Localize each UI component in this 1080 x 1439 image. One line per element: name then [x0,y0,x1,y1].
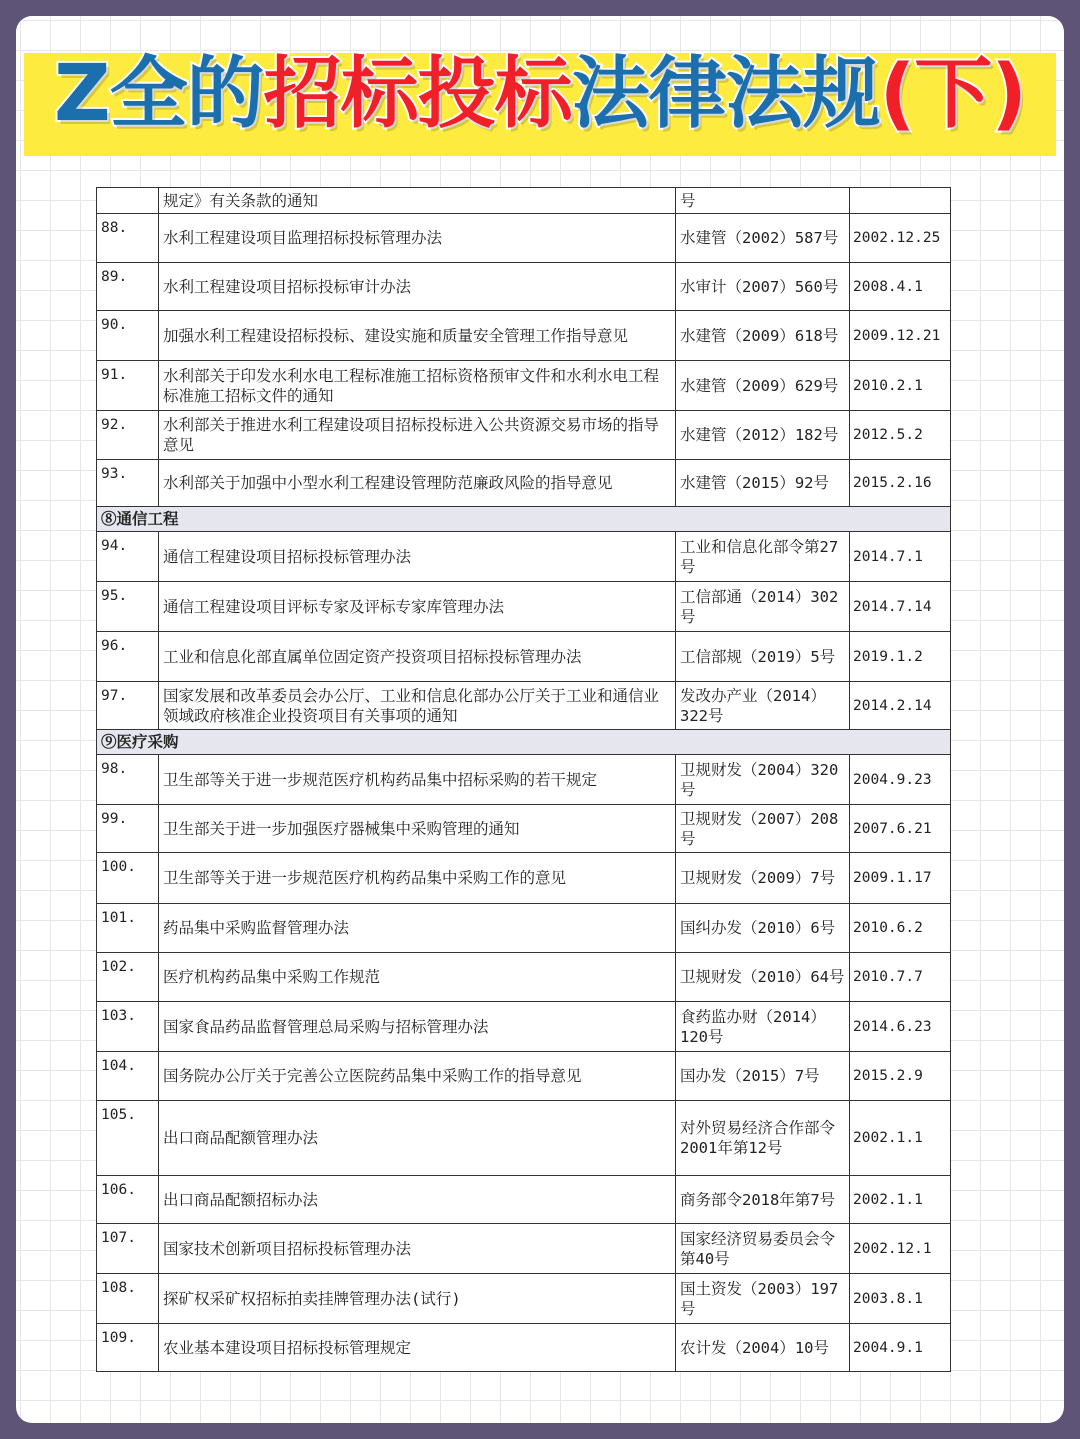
row-number: 91. [97,361,159,411]
regulation-name: 水利部关于印发水利水电工程标准施工招标资格预审文件和水利水电工程标准施工招标文件的通知 [159,361,676,411]
document-number: 对外贸易经济合作部令2001年第12号 [676,1101,850,1176]
row-number: 89. [97,263,159,311]
row-number: 105. [97,1101,159,1176]
regulation-name: 医疗机构药品集中采购工作规范 [159,953,676,1002]
regulation-name: 卫生部等关于进一步规范医疗机构药品集中采购工作的意见 [159,853,676,904]
table-row [97,460,951,507]
row-number: 94. [97,532,159,582]
regulation-name: 出口商品配额招标办法 [159,1176,676,1224]
effective-date: 2010.6.2 [850,904,951,953]
row-number: 101. [97,904,159,953]
table-row [97,953,951,1002]
regulation-name: 农业基本建设项目招标投标管理规定 [159,1324,676,1372]
section-header: ⑧通信工程 [97,507,951,532]
effective-date: 2004.9.1 [850,1324,951,1372]
table-row [97,263,951,311]
regulation-name: 出口商品配额管理办法 [159,1101,676,1176]
document-number: 水建管（2012）182号 [676,411,850,460]
effective-date: 2009.12.21 [850,311,951,361]
document-number: 国土资发（2003）197号 [676,1274,850,1324]
effective-date: 2002.12.25 [850,214,951,263]
law-table-body [97,188,951,1372]
effective-date: 2007.6.21 [850,805,951,853]
table-row [97,904,951,953]
regulation-name: 规定》有关条款的通知 [159,188,676,214]
document-number: 水审计（2007）560号 [676,263,850,311]
table-row [97,632,951,682]
document-number: 国办发（2015）7号 [676,1052,850,1101]
table-row [97,1176,951,1224]
document-number: 农计发（2004）10号 [676,1324,850,1372]
effective-date: 2014.7.14 [850,582,951,632]
regulation-name: 探矿权采矿权招标拍卖挂牌管理办法(试行) [159,1274,676,1324]
regulation-name: 水利工程建设项目监理招标投标管理办法 [159,214,676,263]
table-row [97,582,951,632]
document-number: 水建管（2009）629号 [676,361,850,411]
effective-date: 2002.1.1 [850,1101,951,1176]
document-number: 工信部规（2019）5号 [676,632,850,682]
regulation-name: 水利部关于加强中小型水利工程建设管理防范廉政风险的指导意见 [159,460,676,507]
row-number: 104. [97,1052,159,1101]
document-number: 卫规财发（2009）7号 [676,853,850,904]
table-row [97,311,951,361]
table-row [97,1101,951,1176]
table-row [97,1052,951,1101]
document-number: 水建管（2002）587号 [676,214,850,263]
effective-date: 2008.4.1 [850,263,951,311]
document-number: 国纠办发（2010）6号 [676,904,850,953]
document-number: 卫规财发（2004）320号 [676,755,850,805]
effective-date: 2015.2.16 [850,460,951,507]
effective-date: 2002.12.1 [850,1224,951,1274]
table-row [97,214,951,263]
table-row [97,361,951,411]
row-number: 102. [97,953,159,1002]
regulation-name: 国家发展和改革委员会办公厅、工业和信息化部办公厅关于工业和通信业领域政府核准企业投资项目有关事项的通知 [159,682,676,730]
effective-date: 2003.8.1 [850,1274,951,1324]
row-number: 106. [97,1176,159,1224]
document-number: 水建管（2009）618号 [676,311,850,361]
row-number: 107. [97,1224,159,1274]
effective-date: 2004.9.23 [850,755,951,805]
row-number [97,188,159,214]
table-row [97,411,951,460]
table-row [97,532,951,582]
document-number: 工信部通（2014）302号 [676,582,850,632]
document-number: 号 [676,188,850,214]
effective-date: 2019.1.2 [850,632,951,682]
document-number: 国家经济贸易委员会令第40号 [676,1224,850,1274]
section-header-row [97,730,951,755]
document-number: 工业和信息化部令第27号 [676,532,850,582]
title-part-1: Z全的 [54,49,264,139]
regulation-name: 药品集中采购监督管理办法 [159,904,676,953]
table-row [97,1002,951,1052]
row-number: 98. [97,755,159,805]
document-number: 卫规财发（2007）208号 [676,805,850,853]
effective-date: 2002.1.1 [850,1176,951,1224]
regulation-name: 国务院办公厅关于完善公立医院药品集中采购工作的指导意见 [159,1052,676,1101]
row-number: 97. [97,682,159,730]
effective-date: 2012.5.2 [850,411,951,460]
table-row [97,1274,951,1324]
section-header-row [97,507,951,532]
effective-date: 2009.1.17 [850,853,951,904]
table-row [97,682,951,730]
regulation-name: 水利工程建设项目招标投标审计办法 [159,263,676,311]
row-number: 90. [97,311,159,361]
title-part-3: 法律法规 [571,49,880,139]
table-row [97,1324,951,1372]
effective-date: 2015.2.9 [850,1052,951,1101]
title-part-2: 招标投标 [263,49,572,139]
regulation-name: 国家食品药品监督管理总局采购与招标管理办法 [159,1002,676,1052]
table-row [97,853,951,904]
table-row [97,1224,951,1274]
row-number: 95. [97,582,159,632]
row-number: 88. [97,214,159,263]
row-number: 109. [97,1324,159,1372]
document-number: 水建管（2015）92号 [676,460,850,507]
row-number: 100. [97,853,159,904]
row-number: 99. [97,805,159,853]
table-row [97,188,951,214]
document-number: 发改办产业（2014）322号 [676,682,850,730]
effective-date: 2010.7.7 [850,953,951,1002]
effective-date: 2010.2.1 [850,361,951,411]
document-number: 商务部令2018年第7号 [676,1176,850,1224]
law-table [96,187,951,1372]
regulation-name: 加强水利工程建设招标投标、建设实施和质量安全管理工作指导意见 [159,311,676,361]
effective-date: 2014.7.1 [850,532,951,582]
regulation-name: 水利部关于推进水利工程建设项目招标投标进入公共资源交易市场的指导意见 [159,411,676,460]
row-number: 96. [97,632,159,682]
title-part-4: (下) [879,49,1026,139]
regulation-name: 通信工程建设项目评标专家及评标专家库管理办法 [159,582,676,632]
regulation-name: 通信工程建设项目招标投标管理办法 [159,532,676,582]
row-number: 103. [97,1002,159,1052]
row-number: 93. [97,460,159,507]
effective-date: 2014.2.14 [850,682,951,730]
row-number: 92. [97,411,159,460]
regulation-name: 卫生部等关于进一步规范医疗机构药品集中招标采购的若干规定 [159,755,676,805]
regulation-name: 国家技术创新项目招标投标管理办法 [159,1224,676,1274]
row-number: 108. [97,1274,159,1324]
page-title [16,44,1064,144]
effective-date [850,188,951,214]
regulation-name: 卫生部关于进一步加强医疗器械集中采购管理的通知 [159,805,676,853]
effective-date: 2014.6.23 [850,1002,951,1052]
table-row [97,755,951,805]
section-header: ⑨医疗采购 [97,730,951,755]
document-number: 食药监办财（2014）120号 [676,1002,850,1052]
table-row [97,805,951,853]
document-number: 卫规财发（2010）64号 [676,953,850,1002]
regulation-name: 工业和信息化部直属单位固定资产投资项目招标投标管理办法 [159,632,676,682]
